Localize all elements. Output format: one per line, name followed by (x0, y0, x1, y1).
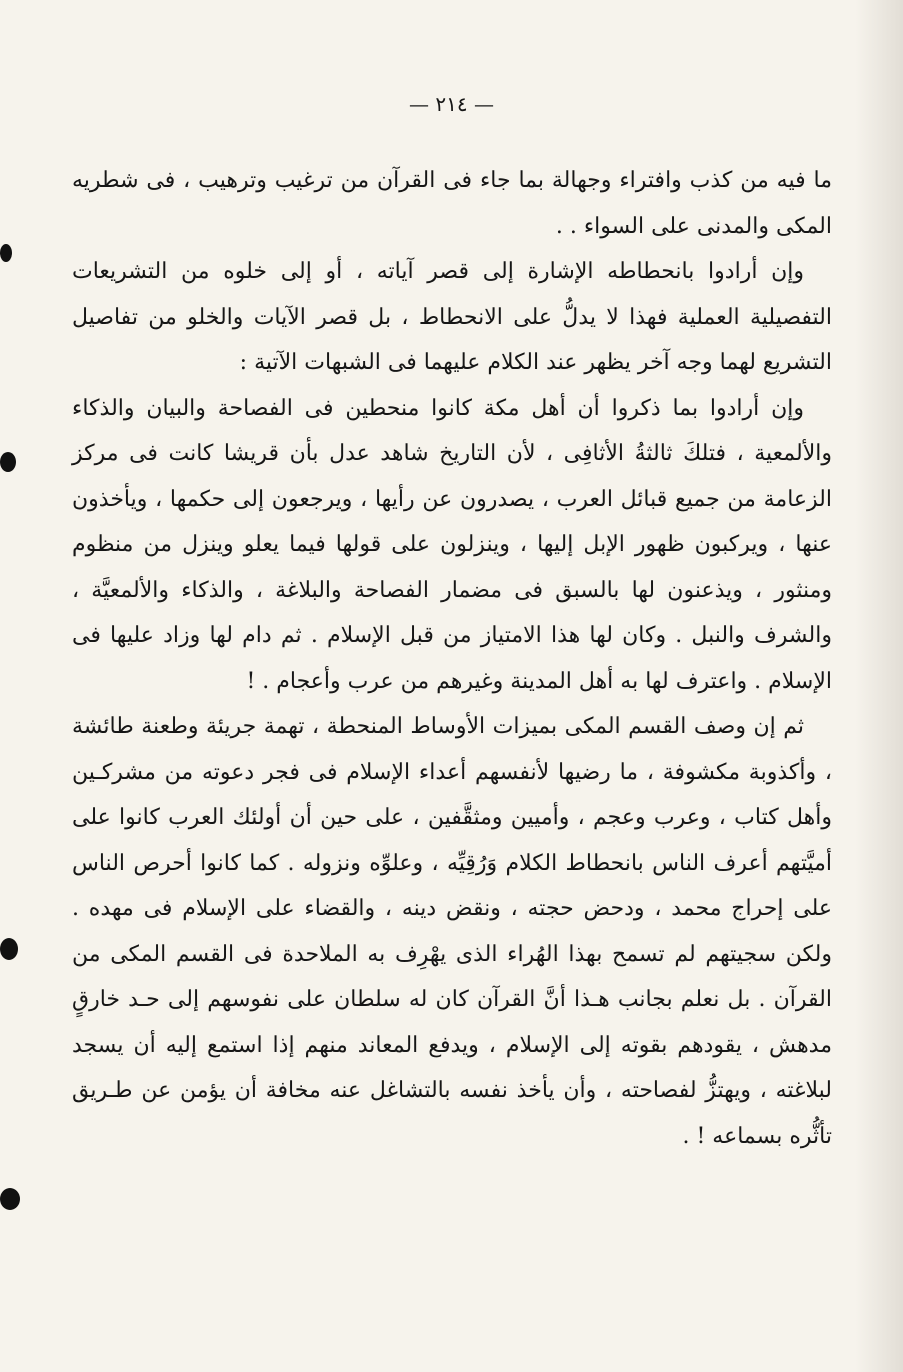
paragraph-1: ما فيه من كذب وافتراء وجهالة بما جاء فى القرآن من ترغيب وترهيب ، فى شطريه المكى والمدنى على السواء . . (72, 168, 832, 239)
page-number: — ٢١٤ — (409, 92, 494, 116)
paragraph-4: ثم إن وصف القسم المكى بميزات الأوساط المنحطة ، تهمة جريئة وطعنة طائشة ، وأكذوبة مكشوفة ، ما رضيها لأنفسهم أعداء الإسلام فى فجر دعوته من مشركـين وأهل كتاب ، وعرب وعجم ، وأميين ومثقَّفين ، على حين أن أولئك العرب كانوا على أميَّتهم أعرف الناس بانحطاط الكلام وَرُقِيِّه ، وعلوِّه ونزوله . كما كانوا أحرص الناس على إحراج محمد ، ودحض حجته ، ونقض دينه ، والقضاء على الإسلام فى مهده . ولكن سجيتهم لم تسمح بهذا الهُراء الذى يهْرِف به الملاحدة فى القسم المكى من القرآن . بل نعلم بجانب هـذا أنَّ القرآن كان له سلطان على نفوسهم إلى حـد خارقٍ مدهش ، يقودهم بقوته إلى الإسلام ، ويدفع المعاند منهم إذا استمع إليه أن يسجد لبلاغته ، ويهتزُّ لفصاحته ، وأن يأخذ نفسه بالتشاغل عنه مخافة أن يؤمن عن طـريق تأثُّره بسماعه ! . (72, 714, 832, 1149)
page-edge-shadow (855, 0, 903, 1372)
binding-hole-mark (0, 452, 16, 472)
body-text (72, 158, 832, 1159)
paragraph-3: وإن أرادوا بما ذكروا أن أهل مكة كانوا منحطين فى الفصاحة والبيان والذكاء والألمعية ، فتلكَ ثالثةُ الأثافِى ، لأن التاريخ شاهد عدل بأن قريشا كانت فى مركز الزعامة من جميع قبائل العرب ، يصدرون عن رأيها ، ويرجعون إلى حكمها ، ويأخذون عنها ، ويركبون ظهور الإبل إليها ، وينزلون على قولها فيما يعلو وينزل من منظوم ومنثور ، ويذعنون لها بالسبق فى مضمار الفصاحة والبلاغة ، والذكاء والألمعيَّة ، والشرف والنبل . وكان لها هذا الامتياز من قبل الإسلام . ثم دام لها وزاد عليها فى الإسلام . واعترف لها به أهل المدينة وغيرهم من عرب وأعجام . ! (72, 395, 832, 694)
binding-hole-mark (0, 938, 18, 960)
binding-hole-mark (0, 1188, 20, 1210)
binding-hole-mark (0, 244, 12, 262)
paragraph-2: وإن أرادوا بانحطاطه الإشارة إلى قصر آياته ، أو إلى خلوه من التشريعات التفصيلية العملية فهذا لا يدلُّ على الانحطاط ، بل قصر الآيات والخلو من تفاصيل التشريع لهما وجه آخر يظهر عند الكلام عليهما فى الشبهات الآتية : (72, 259, 832, 375)
